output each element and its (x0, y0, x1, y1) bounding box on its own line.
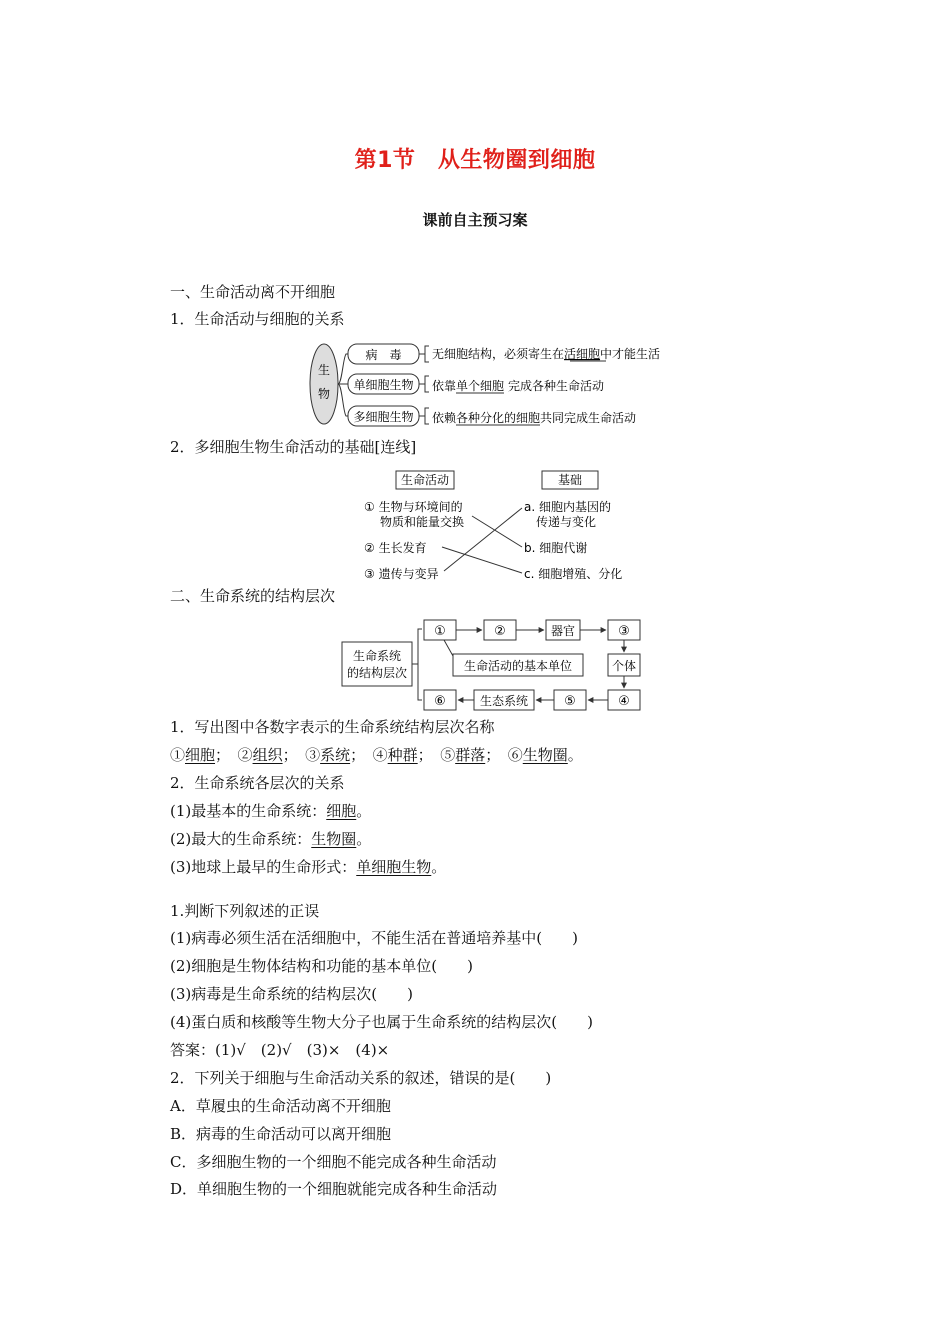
basic-unit-label: 生命活动的基本单位 (463, 659, 573, 673)
section1-item2: 2．多细胞生物生命活动的基础[连线] (170, 438, 417, 456)
left-item-3: ③ 遗传与变异 (364, 567, 439, 581)
label-virus: 病 毒 (365, 348, 402, 362)
answer-biosphere: 生物圈 (522, 746, 568, 764)
relation-2: (2)最大的生命系统：生物圈。 (170, 830, 372, 848)
organism-cell-diagram (308, 338, 688, 430)
exercise1-title: 1.判断下列叙述的正误 (170, 902, 320, 920)
exercise2-option-b: B．病毒的生命活动可以离开细胞 (170, 1125, 392, 1143)
answer-single-cell: 单个细胞 (456, 379, 505, 393)
answer-living-cell: 活细胞 (564, 347, 601, 361)
relation-1: (1)最基本的生命系统：细胞。 (170, 802, 372, 820)
relation-3: (3)地球上最早的生命形式：单细胞生物。 (170, 858, 447, 876)
right-header: 基础 (557, 473, 583, 487)
structure-levels-diagram (338, 614, 648, 716)
right-item-a-line2: 传递与变化 (536, 515, 597, 529)
start-line2: 的结构层次 (346, 666, 408, 680)
left-item-2: ② 生长发育 (364, 541, 427, 555)
section2-q2: 2．生命系统各层次的关系 (170, 774, 345, 792)
exercise2-title: 2．下列关于细胞与生命活动关系的叙述，错误的是( ) (170, 1069, 552, 1087)
left-item-1-line2: 物质和能量交换 (380, 515, 465, 529)
left-item-1-line1: ① 生物与环境间的 (364, 500, 463, 514)
level-1: ① (434, 624, 446, 639)
section-subtitle: 课前自主预习案 (422, 211, 528, 229)
exercise2-option-a: A．草履虫的生命活动离不开细胞 (170, 1097, 391, 1115)
multicellular-description: 依赖各种分化的细胞共同完成生命活动 (432, 411, 637, 425)
exercise1-item-4: (4)蛋白质和核酸等生物大分子也属于生命系统的结构层次( ) (170, 1013, 593, 1031)
exercise1-item-3: (3)病毒是生命系统的结构层次( ) (170, 985, 413, 1003)
right-item-a-line1: a. 细胞内基因的 (524, 500, 611, 514)
exercise2-option-d: D．单细胞生物的一个细胞就能完成各种生命活动 (170, 1180, 498, 1198)
exercise2-option-c: C．多细胞生物的一个细胞不能完成各种生命活动 (170, 1153, 497, 1171)
level-answers: ①细胞； ②组织； ③系统； ④种群； ⑤群落； ⑥生物圈。 (170, 746, 583, 764)
section1-item1: 1．生命活动与细胞的关系 (170, 310, 345, 328)
label-unicellular: 单细胞生物 (353, 378, 414, 392)
exercise1-item-1: (1)病毒必须生活在活细胞中，不能生活在普通培养基中( ) (170, 929, 578, 947)
exercise1-answer: 答案：(1)√ (2)√ (3)× (4)× (170, 1041, 390, 1059)
section2-q1: 1．写出图中各数字表示的生命系统结构层次名称 (170, 718, 495, 736)
match-line-2c (442, 547, 522, 573)
answer-system: 系统 (320, 746, 351, 764)
label-multicellular: 多细胞生物 (353, 410, 414, 424)
root-char-2: 物 (317, 387, 331, 401)
exercise1-item-2: (2)细胞是生物体结构和功能的基本单位( ) (170, 957, 473, 975)
level-4: ④ (618, 694, 630, 709)
answer-tissue: 组织 (252, 746, 283, 764)
page-title: 第1节 从生物圈到细胞 (354, 148, 596, 173)
section1-heading: 一、生命活动离不开细胞 (170, 283, 336, 301)
level-ecosystem: 生态系统 (479, 694, 529, 708)
level-6: ⑥ (434, 694, 446, 709)
matching-diagram (358, 466, 638, 584)
section2-heading: 二、生命系统的结构层次 (170, 587, 336, 605)
level-organ: 器官 (550, 624, 576, 638)
level-individual: 个体 (611, 659, 637, 673)
right-item-c: c. 细胞增殖、分化 (524, 567, 623, 581)
level-2: ② (494, 624, 506, 639)
root-char-1: 生 (317, 363, 331, 377)
answer-population: 种群 (387, 746, 418, 764)
unicellular-description: 依靠单个细胞 完成各种生命活动 (432, 379, 605, 393)
level-5: ⑤ (564, 694, 576, 709)
virus-description: 无细胞结构，必须寄生在活细胞中才能生活 (432, 347, 661, 361)
start-line1: 生命系统 (352, 649, 402, 663)
right-item-b: b. 细胞代谢 (524, 541, 588, 555)
answer-differentiated-cells: 各种分化的细胞 (456, 411, 541, 425)
level-3: ③ (618, 624, 630, 639)
answer-community: 群落 (455, 746, 486, 764)
left-header: 生命活动 (400, 473, 450, 487)
answer-cell: 细胞 (185, 746, 216, 764)
